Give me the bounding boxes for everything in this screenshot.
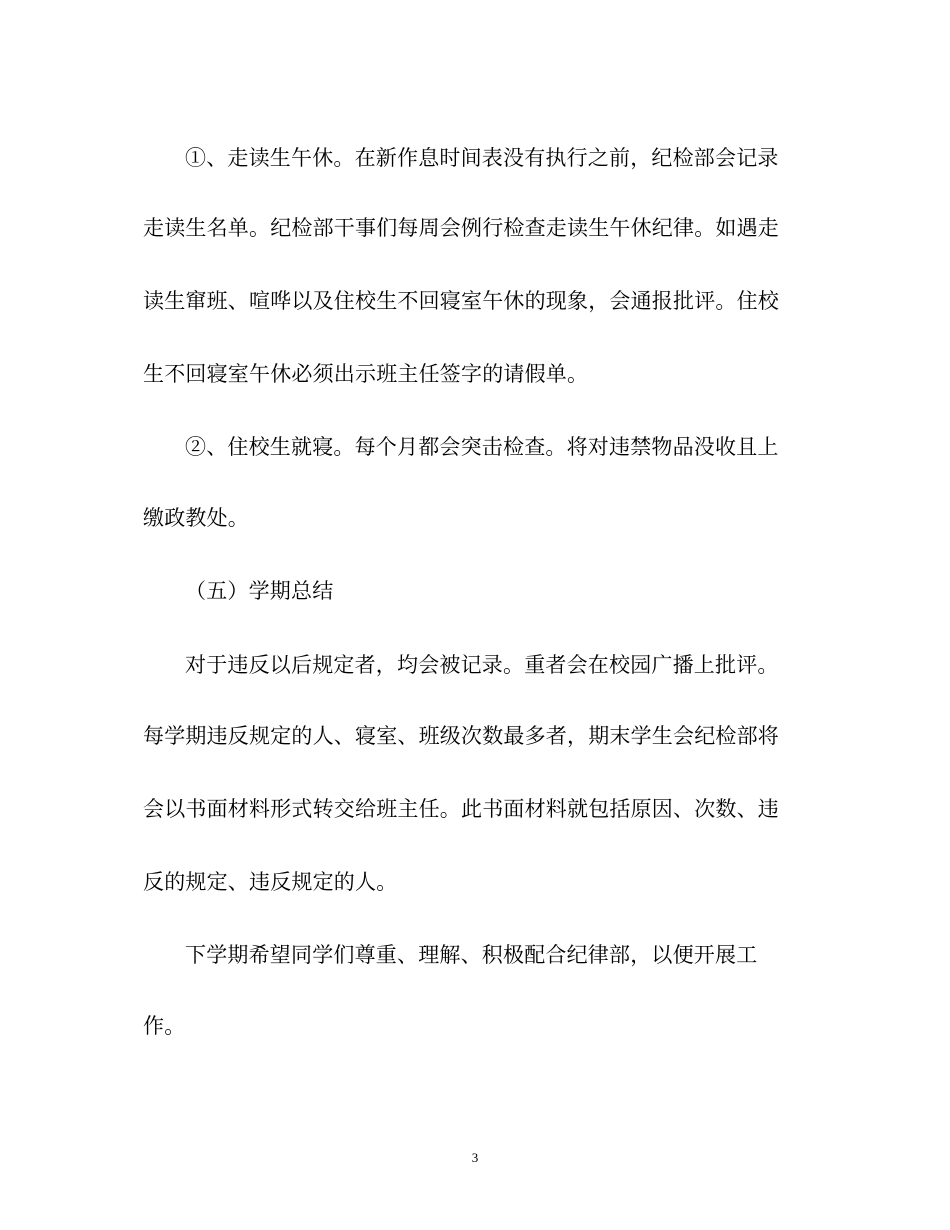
paragraph-3-line-3: 会以书面材料形式转交给班主任。此书面材料就包括原因、次数、违 (143, 797, 779, 821)
paragraph-1-line-2: 走读生名单。纪检部干事们每周会例行检查走读生午休纪律。如遇走 (143, 216, 779, 240)
paragraph-1-line-4: 生不回寝室午休必须出示班主任签字的请假单。 (143, 362, 589, 386)
paragraph-2-line-1: ②、住校生就寝。每个月都会突击检查。将对违禁物品没收且上 (185, 435, 779, 459)
paragraph-3-line-1: 对于违反以后规定者，均会被记录。重者会在校园广播上批评。 (185, 653, 779, 677)
page-number: 3 (471, 1150, 479, 1165)
paragraph-1-line-3: 读生窜班、喧哗以及住校生不回寝室午休的现象，会通报批评。住校 (143, 289, 779, 313)
paragraph-3-line-2: 每学期违反规定的人、寝室、班级次数最多者，期末学生会纪检部将 (143, 724, 779, 748)
paragraph-4-line-1: 下学期希望同学们尊重、理解、积极配合纪律部，以便开展工 (185, 943, 758, 967)
paragraph-2-line-2: 缴政教处。 (143, 506, 249, 530)
paragraph-4-line-2: 作。 (143, 1014, 186, 1038)
paragraph-1-line-1: ①、走读生午休。在新作息时间表没有执行之前，纪检部会记录 (185, 146, 779, 170)
paragraph-3-line-4: 反的规定、违反规定的人。 (143, 870, 398, 894)
section-heading: （五）学期总结 (185, 579, 334, 603)
